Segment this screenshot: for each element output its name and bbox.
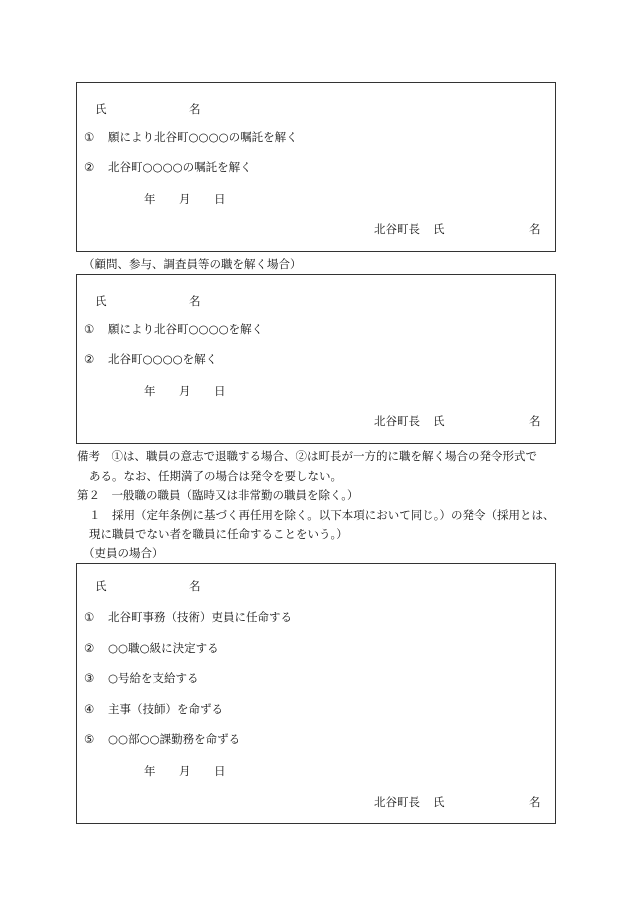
name-label-right: 名	[189, 579, 201, 593]
item-text: 北谷町○○○○の嘱託を解く	[108, 160, 252, 174]
date-day: 日	[214, 192, 226, 206]
remarks-line-1: 備考 ①は、職員の意志で退職する場合、②は町長が一方的に職を解く場合の発令形式で	[77, 449, 537, 463]
item-text: 北谷町事務（技術）吏員に任命する	[108, 610, 292, 624]
section-2-item-1-line-1: １ 採用（定年条例に基づく再任用を除く。以下本項において同じ。）の発令（採用とは、	[89, 508, 555, 522]
name-label-left: 氏	[95, 294, 107, 308]
order-box-1	[76, 82, 556, 252]
item-text: ○○職○級に決定する	[108, 641, 219, 655]
date-year: 年	[144, 384, 156, 398]
item-text: 願により北谷町○○○○を解く	[108, 322, 264, 336]
signature-name-left: 氏	[433, 795, 445, 809]
item-number: ①	[84, 322, 95, 336]
section-2-heading: 第２ 一般職の職員（臨時又は非常勤の職員を除く。）	[77, 488, 359, 502]
date-year: 年	[144, 192, 156, 206]
item-number: ①	[84, 130, 95, 144]
item-number: ①	[84, 610, 95, 624]
section-2-item-1-line-2: 現に職員でない者を職員に任命することをいう。）	[89, 527, 348, 541]
name-label-right: 名	[189, 294, 201, 308]
date-day: 日	[214, 384, 226, 398]
item-text: 主事（技師）を命ずる	[108, 702, 223, 716]
signature-name-left: 氏	[433, 222, 445, 236]
item-number: ⑤	[84, 732, 95, 746]
date-month: 月	[179, 384, 191, 398]
item-text: 北谷町○○○○を解く	[108, 352, 218, 366]
remarks-line-2: ある。なお、任期満了の場合は発令を要しない。	[89, 469, 342, 483]
date-year: 年	[144, 764, 156, 778]
name-label-left: 氏	[95, 102, 107, 116]
signature-name-right: 名	[529, 795, 541, 809]
item-number: ②	[84, 160, 95, 174]
item-number: ②	[84, 641, 95, 655]
order-box-2	[76, 274, 556, 444]
signature-title: 北谷町長	[374, 414, 420, 428]
item-number: ④	[84, 702, 95, 716]
signature-name-right: 名	[529, 222, 541, 236]
item-text: 願により北谷町○○○○の嘱託を解く	[108, 130, 298, 144]
name-label-right: 名	[189, 102, 201, 116]
date-month: 月	[179, 192, 191, 206]
name-label-left: 氏	[95, 579, 107, 593]
signature-title: 北谷町長	[374, 795, 420, 809]
date-month: 月	[179, 764, 191, 778]
caption-official: （吏員の場合）	[83, 546, 164, 560]
signature-name-right: 名	[529, 414, 541, 428]
item-number: ②	[84, 352, 95, 366]
item-text: ○号給を支給する	[108, 671, 199, 685]
item-text: ○○部○○課勤務を命ずる	[108, 732, 241, 746]
signature-title: 北谷町長	[374, 222, 420, 236]
signature-name-left: 氏	[433, 414, 445, 428]
item-number: ③	[84, 671, 95, 685]
date-day: 日	[214, 764, 226, 778]
order-box-3	[76, 563, 556, 824]
caption-advisor: （顧問、参与、調査員等の職を解く場合）	[83, 257, 302, 271]
